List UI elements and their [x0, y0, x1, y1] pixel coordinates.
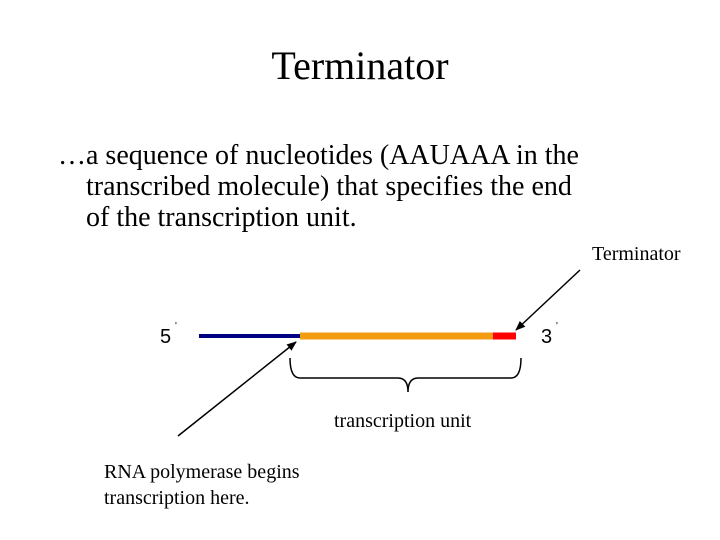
slide-title: Terminator [271, 43, 449, 88]
polymerase-note [104, 459, 300, 511]
polymerase-start-arrow [178, 342, 296, 436]
body-line-1: …a sequence of nucleotides (AAUAAA in the [58, 140, 579, 171]
terminator-arrow [516, 270, 580, 330]
transcription-unit-label: transcription unit [334, 410, 472, 432]
three-prime-mark: ' [556, 321, 558, 332]
five-prime-mark: ' [175, 321, 177, 332]
body-line-3: of the transcription unit. [86, 202, 357, 233]
five-prime-label: 5 [160, 326, 172, 348]
polymerase-note-line-2: transcription here. [104, 487, 250, 509]
three-prime-label: 3 [541, 326, 553, 348]
transcription-unit-brace [290, 358, 521, 392]
polymerase-note-line-1: RNA polymerase begins [104, 461, 300, 483]
body-line-2: transcribed molecule) that specifies the end [86, 171, 572, 202]
terminator-label: Terminator [592, 243, 681, 265]
